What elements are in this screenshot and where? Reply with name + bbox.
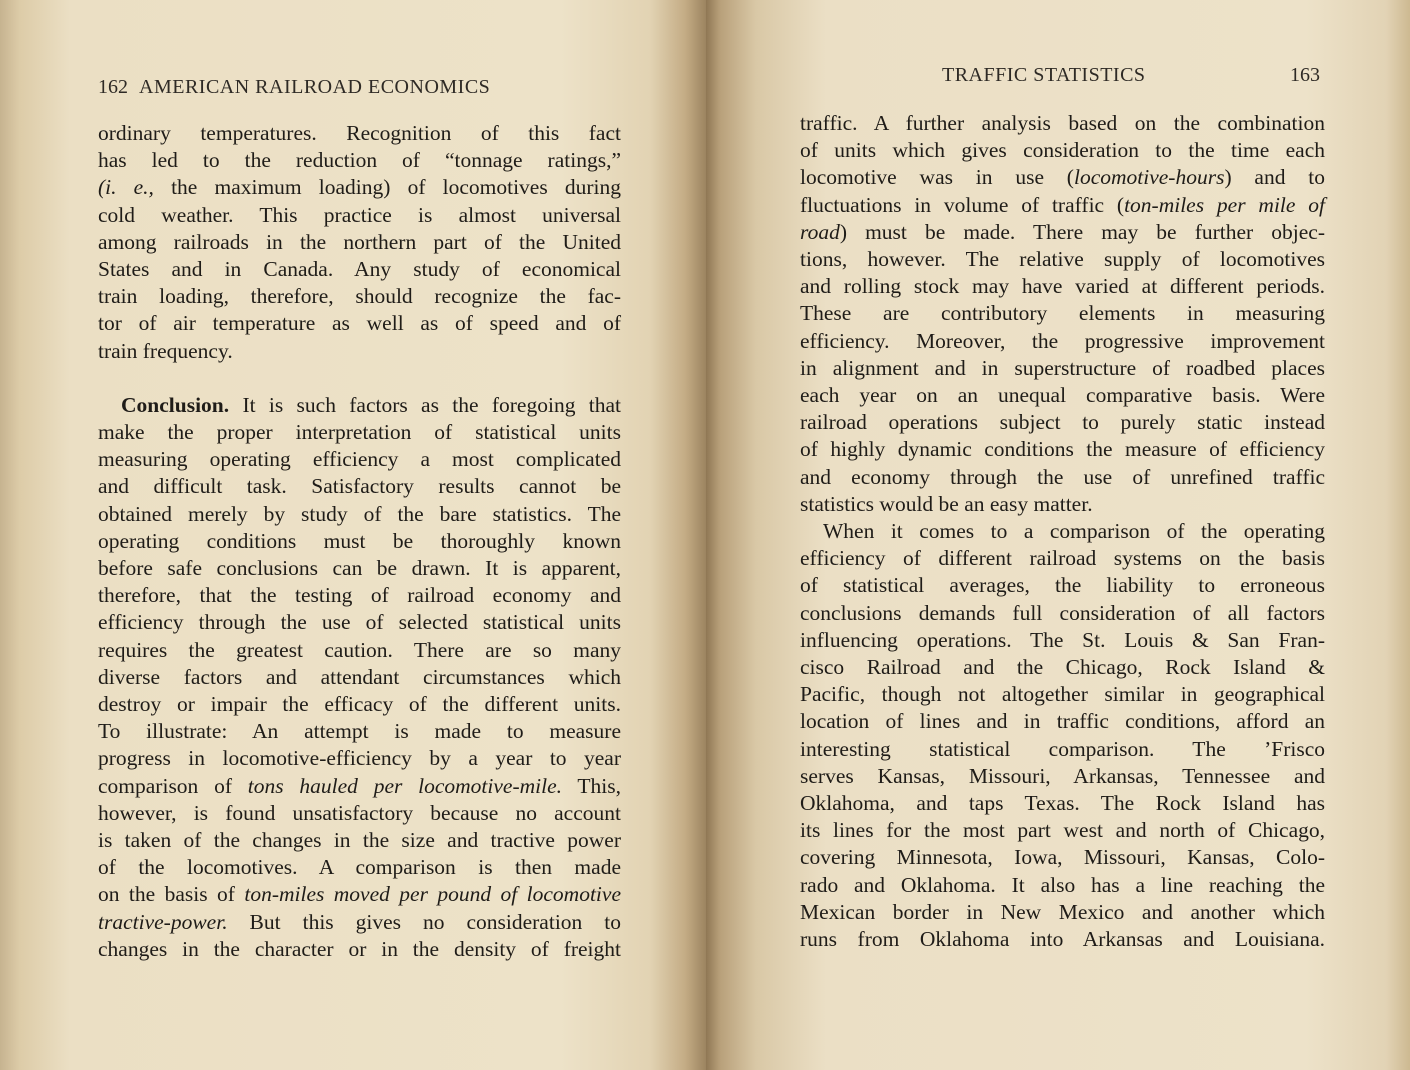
text-line bbox=[800, 790, 1325, 817]
text-segment: covering Minnesota, Iowa, Missouri, Kansas, Colo- bbox=[800, 845, 1325, 870]
text-segment: obtained merely by study of the bare statistics. The bbox=[98, 501, 621, 526]
italic-text: ton-miles per mile of bbox=[1124, 192, 1325, 217]
text-segment: progress in locomotive-efficiency by a year to year bbox=[98, 746, 621, 771]
text-line bbox=[98, 229, 621, 256]
text-line bbox=[98, 446, 621, 473]
text-segment: States and in Canada. Any study of economical bbox=[98, 257, 621, 281]
text-line bbox=[800, 164, 1325, 191]
text-segment: and difficult task. Satisfactory results cannot be bbox=[98, 474, 621, 499]
text-line bbox=[800, 627, 1325, 654]
text-line bbox=[98, 718, 621, 745]
text-segment: Pacific, though not altogether similar in geographical bbox=[800, 682, 1325, 707]
text-segment: operating conditions must be thoroughly known bbox=[98, 528, 621, 553]
text-segment: efficiency. Moreover, the progressive improvement bbox=[800, 328, 1325, 353]
text-line bbox=[800, 817, 1325, 844]
text-segment: traffic. A further analysis based on the combination bbox=[800, 111, 1325, 135]
text-segment: in alignment and in superstructure of roadbed places bbox=[800, 355, 1325, 380]
text-segment: make the proper interpretation of statistical units bbox=[98, 420, 621, 444]
text-segment: tor of air temperature as well as of speed and of bbox=[98, 311, 621, 336]
text-line bbox=[800, 681, 1325, 708]
text-line bbox=[800, 246, 1325, 273]
text-segment: measuring operating efficiency a most complicated bbox=[98, 447, 621, 472]
text-segment: requires the greatest caution. There are so many bbox=[98, 637, 621, 662]
italic-text: (i. e., bbox=[98, 175, 154, 200]
text-line bbox=[800, 899, 1325, 926]
italic-text: tractive-power. bbox=[98, 909, 228, 934]
text-line bbox=[98, 664, 621, 691]
text-line bbox=[800, 545, 1325, 572]
right-body-text bbox=[800, 0, 1325, 1070]
text-line bbox=[800, 844, 1325, 871]
text-segment: of statistical averages, the liability to erroneous bbox=[800, 573, 1325, 598]
text-segment: on the basis of bbox=[98, 882, 245, 907]
text-segment: of units which gives consideration to the time each bbox=[800, 138, 1325, 163]
text-segment: efficiency through the use of selected statistical units bbox=[98, 610, 621, 635]
text-segment: tions, however. The relative supply of locomotives bbox=[800, 247, 1325, 271]
text-line bbox=[98, 637, 621, 664]
text-line bbox=[800, 328, 1325, 355]
text-segment: changes in the character or in the density of freight bbox=[98, 936, 621, 961]
text-line bbox=[800, 708, 1325, 735]
text-line bbox=[800, 491, 1325, 518]
text-segment: diverse factors and attendant circumstances which bbox=[98, 664, 621, 689]
text-segment: before safe conclusions can be drawn. It is apparent, bbox=[98, 556, 621, 580]
text-line bbox=[800, 436, 1325, 463]
text-segment: of the locomotives. A comparison is then made bbox=[98, 855, 621, 880]
text-line bbox=[98, 528, 621, 555]
text-line bbox=[98, 174, 621, 201]
text-segment: This, bbox=[562, 773, 622, 798]
right-page bbox=[706, 0, 1410, 1070]
text-line bbox=[98, 419, 621, 446]
text-line bbox=[800, 382, 1325, 409]
text-segment: comparison of bbox=[98, 773, 248, 798]
text-segment: serves Kansas, Missouri, Arkansas, Tennessee and bbox=[800, 763, 1325, 788]
text-segment: ordinary temperatures. Recognition of this fact bbox=[98, 121, 621, 145]
text-line bbox=[800, 872, 1325, 899]
text-segment: When it comes to a comparison of the operating bbox=[823, 519, 1325, 543]
text-line bbox=[98, 773, 621, 800]
text-segment: efficiency of different railroad systems on the basis bbox=[800, 546, 1325, 571]
text-line bbox=[98, 936, 621, 963]
text-line bbox=[800, 654, 1325, 681]
text-segment: runs from Oklahoma into Arkansas and Louisiana. bbox=[800, 927, 1325, 951]
text-segment: train loading, therefore, should recognize the fac- bbox=[98, 284, 621, 309]
text-line bbox=[800, 300, 1325, 327]
text-line bbox=[800, 273, 1325, 300]
left-body-text bbox=[98, 0, 621, 1070]
text-segment: and economy through the use of unrefined traffic bbox=[800, 464, 1325, 489]
text-line bbox=[800, 137, 1325, 164]
text-line bbox=[800, 192, 1325, 219]
text-segment: railroad operations subject to purely static instead bbox=[800, 410, 1325, 435]
text-segment: has led to the reduction of “tonnage ratings,” bbox=[98, 148, 621, 173]
text-line bbox=[98, 283, 621, 310]
right-page-number: 163 bbox=[1290, 64, 1320, 86]
text-segment: Mexican border in New Mexico and another which bbox=[800, 899, 1325, 924]
text-segment: destroy or impair the efficacy of the different units. bbox=[98, 692, 621, 716]
text-segment: train frequency. bbox=[98, 338, 233, 363]
text-segment: conclusions demands full consideration of all factors bbox=[800, 600, 1325, 625]
text-segment: location of lines and in traffic conditions, afford an bbox=[800, 709, 1325, 734]
left-page-number: 162 bbox=[98, 76, 128, 98]
text-segment: each year on an unequal comparative basis. Were bbox=[800, 383, 1325, 407]
text-line bbox=[98, 609, 621, 636]
text-segment: These are contributory elements in measuring bbox=[800, 301, 1325, 326]
text-segment: To illustrate: An attempt is made to measure bbox=[98, 719, 621, 744]
text-line bbox=[98, 256, 621, 283]
italic-text: road bbox=[800, 219, 840, 244]
text-segment: fluctuations in volume of traffic ( bbox=[800, 192, 1125, 217]
text-segment: the maximum loading) of locomotives during bbox=[153, 175, 621, 200]
text-line bbox=[98, 120, 621, 147]
text-segment: influencing operations. The St. Louis & San Fran- bbox=[800, 627, 1325, 652]
text-line bbox=[800, 600, 1325, 627]
text-line bbox=[98, 909, 621, 936]
text-line bbox=[800, 518, 1325, 545]
text-line bbox=[800, 926, 1325, 953]
text-segment: ) must be made. There may be further objec- bbox=[839, 219, 1325, 244]
text-line bbox=[98, 854, 621, 881]
text-line bbox=[98, 800, 621, 827]
text-segment: ) and to bbox=[1224, 165, 1325, 190]
text-segment: cold weather. This practice is almost universal bbox=[98, 202, 621, 227]
text-line bbox=[98, 202, 621, 229]
text-segment: of highly dynamic conditions the measure of efficiency bbox=[800, 437, 1325, 462]
italic-text: tons hauled per locomotive-mile. bbox=[247, 773, 563, 798]
text-segment: statistics would be an easy matter. bbox=[800, 491, 1093, 516]
text-line bbox=[800, 219, 1325, 246]
text-segment: interesting statistical comparison. The ’Frisco bbox=[800, 736, 1325, 761]
text-segment: its lines for the most part west and north of Chicago, bbox=[800, 818, 1325, 843]
text-segment: locomotive was in use ( bbox=[800, 165, 1074, 190]
text-line bbox=[800, 572, 1325, 599]
text-line bbox=[98, 338, 621, 365]
text-segment: But this gives no consideration to bbox=[227, 909, 621, 934]
text-segment: and rolling stock may have varied at different periods. bbox=[800, 274, 1325, 299]
text-line bbox=[800, 464, 1325, 491]
text-line bbox=[98, 501, 621, 528]
right-running-title: TRAFFIC STATISTICS bbox=[942, 64, 1146, 86]
text-line bbox=[98, 745, 621, 772]
text-segment: however, is found unsatisfactory because no account bbox=[98, 800, 621, 825]
left-running-title: AMERICAN RAILROAD ECONOMICS bbox=[139, 76, 491, 98]
text-segment: therefore, that the testing of railroad economy and bbox=[98, 583, 621, 608]
italic-text: ton-miles moved per pound of locomotive bbox=[244, 882, 621, 907]
text-segment: cisco Railroad and the Chicago, Rock Island & bbox=[800, 655, 1325, 679]
text-line bbox=[98, 147, 621, 174]
text-line bbox=[98, 310, 621, 337]
text-segment: It is such factors as the foregoing that bbox=[229, 392, 621, 417]
text-line bbox=[800, 409, 1325, 436]
text-line bbox=[98, 392, 621, 419]
text-line bbox=[98, 582, 621, 609]
italic-text: locomotive-hours bbox=[1073, 165, 1225, 190]
text-line bbox=[800, 763, 1325, 790]
bold-heading: Conclusion. bbox=[121, 392, 230, 417]
text-line bbox=[98, 555, 621, 582]
text-line bbox=[98, 881, 621, 908]
text-segment: rado and Oklahoma. It also has a line reaching the bbox=[800, 872, 1325, 897]
text-segment: is taken of the changes in the size and tractive power bbox=[98, 828, 621, 852]
text-line bbox=[800, 355, 1325, 382]
text-line bbox=[98, 473, 621, 500]
text-line bbox=[98, 691, 621, 718]
text-segment: Oklahoma, and taps Texas. The Rock Island has bbox=[800, 791, 1325, 815]
text-line bbox=[800, 110, 1325, 137]
text-line bbox=[800, 736, 1325, 763]
text-line bbox=[98, 827, 621, 854]
text-segment: among railroads in the northern part of the United bbox=[98, 229, 621, 254]
